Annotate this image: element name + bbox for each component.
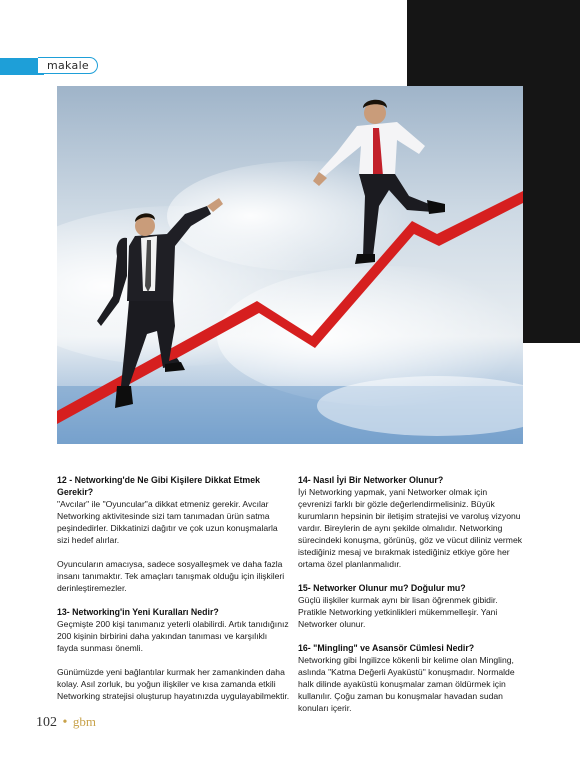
article-right-column [298,474,523,726]
section-tab-label: makale [47,59,89,72]
question-13-body-continued: Günümüzde yeni bağlantılar kurmak her zamankinden daha kolay. Asıl zorluk, bu yoğun ilişkiler ve kısa zamanda etkili Networking stratejisi oluşturup hayatınızda uygulayabilmektir. [57,667,290,701]
question-14-body: İyi Networking yapmak, yani Networker olmak için çevrenizi farklı bir gözle değerlendirmelisiniz. Büyük kurumların hepsinin bir iletişim stratejisi ve varoluş vizyonu vardır. Bireylerin de aynı şekilde olmalıdır. Networking sürecindeki konuşma, görünüş, göz ve vücut diliniz vermek istediğiniz mesaj ve bırakmak istediğiniz etkiye göre her ortama özel planlanmalıdır. [298,487,523,569]
question-13-body: Geçmişte 200 kişi tanımanız yeterli olabilirdi. Artık tanıdığınız 200 kişinin birbirini daha yakından tanıması ve karşılıklı fayda sunması önemli. [57,619,289,653]
question-16-heading: 16- "Mingling" ve Asansör Cümlesi Nedir? [298,643,475,653]
question-13-heading: 13- Networking'in Yeni Kuralları Nedir? [57,607,219,617]
question-14-heading: 14- Nasıl İyi Bir Networker Olunur? [298,475,444,485]
question-15-heading: 15- Networker Olunur mu? Doğulur mu? [298,583,466,593]
page-footer [36,714,96,731]
question-12-heading: 12 - Networking'de Ne Gibi Kişilere Dikkat Etmek Gerekir? [57,475,261,497]
cloud [167,161,447,271]
networking-illustration [57,86,523,444]
question-12-body-continued: Oyuncuların amacıysa, sadece sosyalleşmek ve daha fazla insanı tanımaktır. Tek amaçları tanışmak olduğu için ilişkileri derinleştiremezler. [57,559,285,593]
question-15-body: Güçlü ilişkiler kurmak aynı bir lisan öğrenmek gibidir. Pratikle Networking yetkinlikleri mükemmelleşir. Yani Networker olunur. [298,595,498,629]
footer-separator: • [62,715,68,730]
magazine-brand: gbm [72,714,97,729]
question-16-body: Networking gibi İngilizce kökenli bir kelime olan Mingling, aslında "Katma Değerli Ayaküstü" konuşmadır. Normalde halk dilinde ayaküstü konuşmalar zaman öldürmek için kullanılır. Çoğu zaman bu konuşmalar havadan sudan konuları içerir. [298,655,515,713]
page-number: 102 [36,715,57,730]
article-left-column [57,474,290,714]
hero-photo [57,86,523,444]
question-12-body: "Avcılar" ile "Oyuncular"a dikkat etmeniz gerekir. Avcılar Networking aktivitesinde sizi tam tanımadan ürün satma peşindedirler. Dikkatinizi dağıtır ve çok uzun konuşmalarla sizi hedef alırlar. [57,499,278,545]
